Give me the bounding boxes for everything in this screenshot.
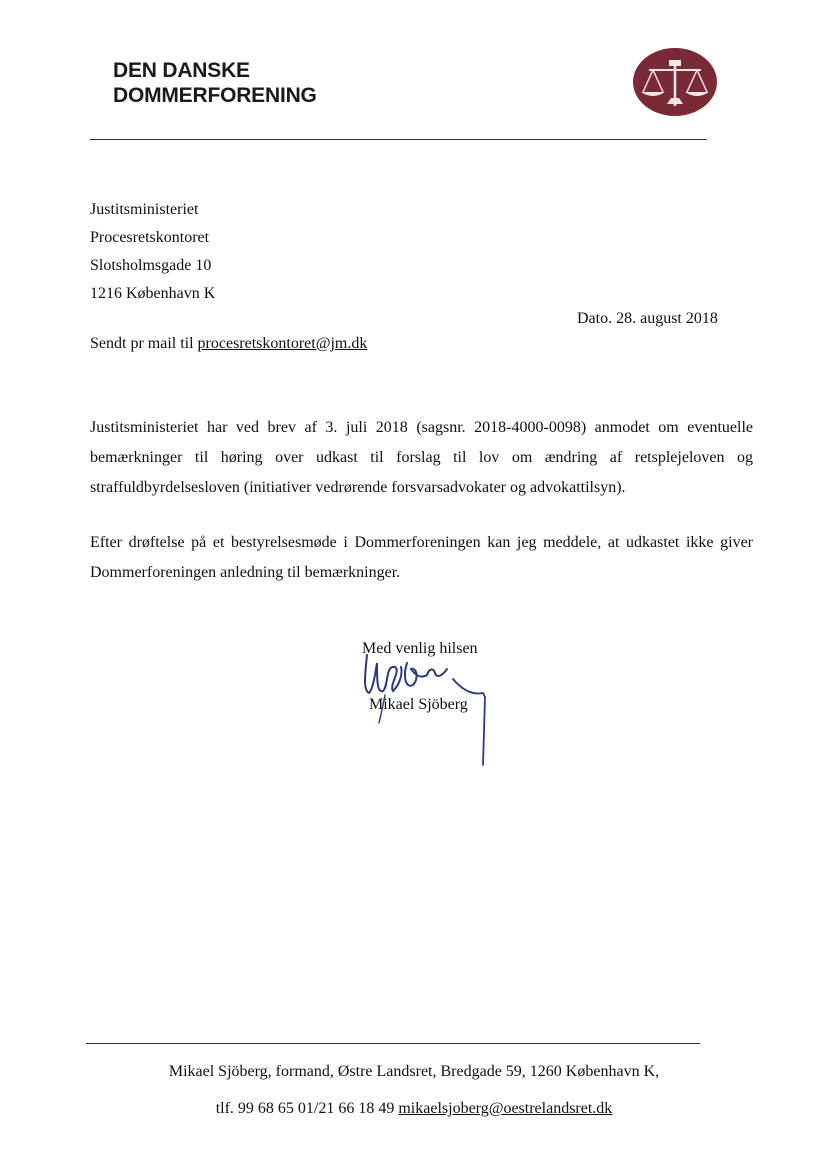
body-paragraph-1: Justitsministeriet har ved brev af 3. juli 2018 (sagsnr. 2018-4000-0098) anmodet om eventuelle bemærkninger til høring over udkast til forslag til lov om ændring af retsplejeloven og straffuldbyrdelsesloven (initiativer vedrørende forsvarsadvokater og advokattilsyn). — [90, 419, 753, 496]
sent-prefix: Sendt pr mail til — [90, 335, 198, 352]
recipient-address — [90, 196, 215, 308]
footer-address: Mikael Sjöberg, formand, Østre Landsret, Bredgade 59, 1260 København K, — [168, 1063, 660, 1080]
recipient-email-link[interactable]: procesretskontoret@jm.dk — [197, 335, 368, 352]
footer-phone: tlf. 99 68 65 01/21 66 18 49 — [215, 1100, 399, 1117]
scales-of-justice-logo-icon — [631, 46, 719, 118]
org-name-line2: DOMMERFORENING — [113, 84, 317, 107]
org-name — [113, 58, 317, 108]
sent-by-mail — [90, 335, 367, 353]
footer-divider — [86, 1043, 700, 1044]
recipient-line2: Procesretskontoret — [90, 229, 210, 246]
footer-contact — [0, 1100, 828, 1118]
org-name-line1: DEN DANSKE — [113, 59, 250, 82]
recipient-line3: Slotsholmsgade 10 — [90, 257, 212, 274]
letter-date: Dato. 28. august 2018 — [577, 310, 718, 327]
footer-email-link[interactable]: mikaelsjoberg@oestrelandsret.dk — [398, 1100, 613, 1117]
header-divider — [90, 139, 707, 140]
signatory-name: Mikael Sjöberg — [369, 696, 468, 713]
recipient-line4: 1216 København K — [90, 285, 216, 302]
signature-icon — [355, 645, 495, 770]
recipient-line1: Justitsministeriet — [90, 201, 199, 218]
closing-greeting: Med venlig hilsen — [362, 640, 478, 657]
body-paragraph-2: Efter drøftelse på et bestyrelsesmøde i Dommerforeningen kan jeg meddele, at udkastet ikke giver Dommerforeningen anledning til bemærkninger. — [90, 534, 753, 581]
